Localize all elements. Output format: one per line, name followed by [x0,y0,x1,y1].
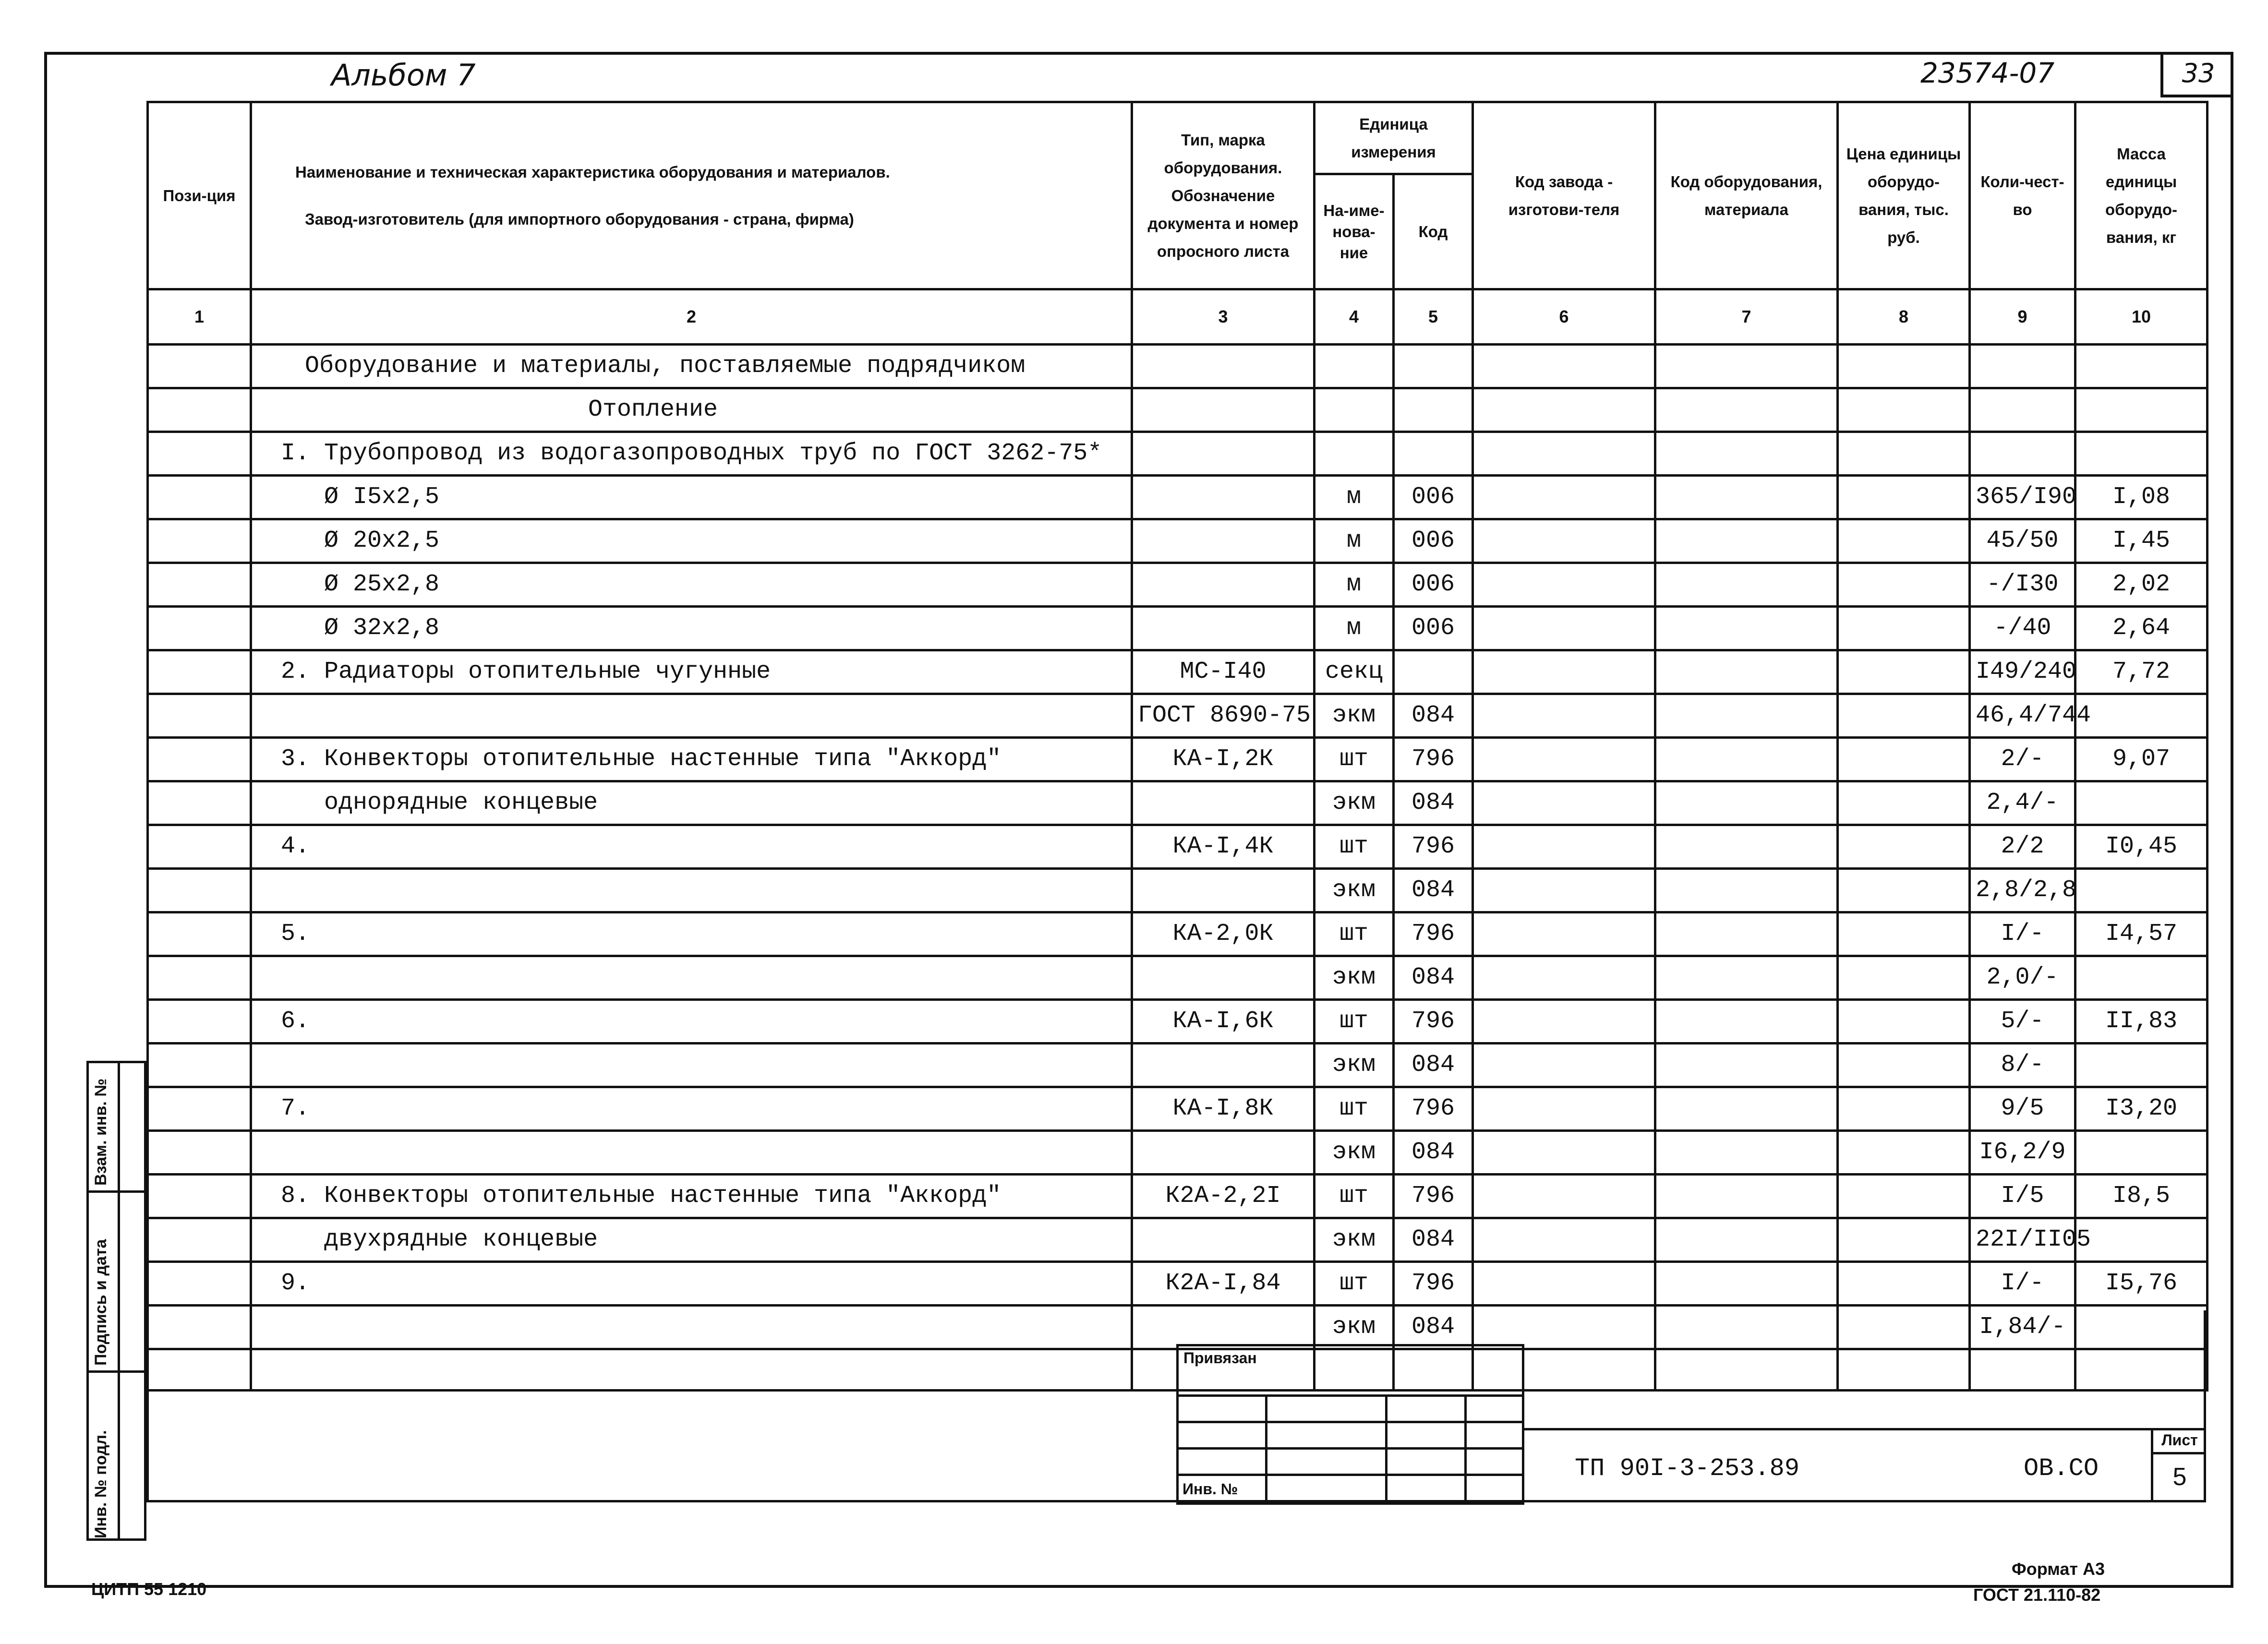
cell-unit: шт [1315,1262,1394,1306]
cell-quantity: -/I30 [1970,563,2075,607]
cell-factory-code [1473,869,1655,912]
cell-equipment-code [1655,563,1838,607]
cell-code [1394,345,1473,388]
cell-mass [2075,781,2208,825]
binding-stamp [1176,1344,1524,1505]
cell-price [1838,1175,1970,1218]
cell-mass [2075,1044,2208,1087]
cell-unit: экм [1315,1044,1394,1087]
cell-mass: I4,57 [2075,912,2208,956]
cell-unit: м [1315,476,1394,519]
cell-factory-code [1473,1262,1655,1306]
cell-unit: шт [1315,1087,1394,1131]
cell-factory-code [1473,694,1655,738]
cell-code [1394,650,1473,694]
cell-factory-code [1473,519,1655,563]
cell-equipment-code [1655,519,1838,563]
cell-equipment-code [1655,738,1838,781]
cell-quantity: I/- [1970,1262,2075,1306]
cell-equipment-code [1655,781,1838,825]
side-label-podpis: Подпись и дата [92,1239,110,1366]
footer-gost: ГОСТ 21.110-82 [1973,1585,2101,1605]
cell-name: Ø 20x2,5 [251,519,1132,563]
cell-mass: 2,02 [2075,563,2208,607]
binding-label: Привязан [1178,1345,1523,1396]
cell-price [1838,345,1970,388]
cell-position [148,1087,251,1131]
table-row [148,1262,2208,1306]
cell-factory-code [1473,1175,1655,1218]
cell-price [1838,388,1970,432]
cell-unit: экм [1315,1218,1394,1262]
cell-unit: экм [1315,781,1394,825]
column-number-7: 7 [1655,289,1838,345]
table-row [148,912,2208,956]
table-row [148,1131,2208,1175]
cell-name [251,956,1132,1000]
cell-factory-code [1473,607,1655,650]
cell-name: Отопление [251,388,1132,432]
album-title: Альбом 7 [331,58,476,93]
cell-unit: экм [1315,1306,1394,1349]
cell-price [1838,476,1970,519]
cell-quantity: I,84/- [1970,1306,2075,1349]
cell-equipment-code [1655,1131,1838,1175]
cell-mass [2075,1131,2208,1175]
cell-mass: II,83 [2075,1000,2208,1044]
cell-type: КА-I,6К [1132,1000,1315,1044]
cell-unit: шт [1315,912,1394,956]
cell-position [148,1044,251,1087]
column-number-6: 6 [1473,289,1655,345]
cell-name [251,1044,1132,1087]
column-number-1: 1 [148,289,251,345]
cell-code: 796 [1394,1175,1473,1218]
footer-format: Формат А3 [2012,1559,2105,1579]
cell-equipment-code [1655,388,1838,432]
cell-mass: 9,07 [2075,738,2208,781]
cell-quantity: 2,4/- [1970,781,2075,825]
cell-quantity: 22I/II05 [1970,1218,2075,1262]
col-name-header-line1: Наименование и техническая характеристика оборудования и материалов. [295,163,890,181]
cell-name [251,1131,1132,1175]
table-row [148,956,2208,1000]
cell-type: ГОСТ 8690-75 [1132,694,1315,738]
cell-unit: м [1315,519,1394,563]
cell-code [1394,388,1473,432]
col-type-header: Тип, марка оборудования. Обозначение документа и номер опросного листа [1132,102,1315,289]
table-row [148,1044,2208,1087]
cell-equipment-code [1655,869,1838,912]
cell-price [1838,869,1970,912]
cell-name: Ø 32x2,8 [251,607,1132,650]
cell-price [1838,650,1970,694]
cell-unit: секц [1315,650,1394,694]
table-row [148,1175,2208,1218]
col-unit-header: Единица измерения [1315,102,1473,174]
side-label-inv-podl: Инв. № подл. [92,1430,110,1538]
cell-code: 084 [1394,1306,1473,1349]
cell-price [1838,694,1970,738]
cell-price [1838,781,1970,825]
column-number-8: 8 [1838,289,1970,345]
cell-mass [2075,694,2208,738]
cell-position [148,912,251,956]
cell-position [148,1175,251,1218]
cell-position [148,432,251,476]
cell-price [1838,1000,1970,1044]
cell-quantity: 5/- [1970,1000,2075,1044]
cell-name: 7. [251,1087,1132,1131]
table-row [148,781,2208,825]
cell-name: 4. [251,825,1132,869]
cell-position [148,563,251,607]
col-quantity-header: Коли-чест-во [1970,102,2075,289]
col-name-header-line2: Завод-изготовитель (для импортного оборудования - страна, фирма) [305,210,854,228]
cell-code [1394,432,1473,476]
cell-mass: 2,64 [2075,607,2208,650]
cell-code: 084 [1394,781,1473,825]
cell-equipment-code [1655,1175,1838,1218]
cell-factory-code [1473,1087,1655,1131]
cell-price [1838,563,1970,607]
cell-type [1132,432,1315,476]
cell-code: 084 [1394,1218,1473,1262]
col-equipment-code-header: Код оборудования, материала [1655,102,1838,289]
cell-mass: I0,45 [2075,825,2208,869]
cell-code: 796 [1394,912,1473,956]
footer-left: ЦИТП 55 1210 [91,1579,207,1599]
cell-equipment-code [1655,1000,1838,1044]
cell-quantity: 365/I90 [1970,476,2075,519]
cell-position [148,869,251,912]
cell-code: 006 [1394,476,1473,519]
side-stamp [86,1061,146,1541]
cell-position [148,1131,251,1175]
column-number-3: 3 [1132,289,1315,345]
table-row [148,738,2208,781]
column-number-9: 9 [1970,289,2075,345]
cell-unit: экм [1315,694,1394,738]
cell-equipment-code [1655,694,1838,738]
page-number: 33 [2182,58,2215,88]
cell-position [148,956,251,1000]
table-row [148,650,2208,694]
cell-price [1838,519,1970,563]
cell-name: 2. Радиаторы отопительные чугунные [251,650,1132,694]
cell-price [1838,1262,1970,1306]
cell-name: 3. Конвекторы отопительные настенные типа "Аккорд" [251,738,1132,781]
cell-type [1132,956,1315,1000]
cell-position [148,607,251,650]
table-row [148,345,2208,388]
cell-position [148,825,251,869]
cell-unit: шт [1315,738,1394,781]
section-code: ОВ.СО [2024,1454,2099,1483]
col-unit-name-header: На-име-нова-ние [1315,174,1394,289]
cell-quantity: 2/- [1970,738,2075,781]
cell-factory-code [1473,781,1655,825]
table-row [148,694,2208,738]
cell-name: 8. Конвекторы отопительные настенные типа "Аккорд" [251,1175,1132,1218]
cell-position [148,476,251,519]
cell-unit: м [1315,563,1394,607]
cell-factory-code [1473,956,1655,1000]
specification-table [146,101,2208,1392]
cell-code: 796 [1394,825,1473,869]
table-row [148,869,2208,912]
sheet-number: 5 [2172,1463,2187,1491]
cell-price [1838,738,1970,781]
cell-equipment-code [1655,956,1838,1000]
cell-code: 006 [1394,519,1473,563]
sheet-label: Лист [2153,1428,2206,1454]
cell-type [1132,1044,1315,1087]
cell-type: КА-2,0К [1132,912,1315,956]
cell-unit: экм [1315,1131,1394,1175]
cell-factory-code [1473,345,1655,388]
cell-code: 796 [1394,1262,1473,1306]
cell-equipment-code [1655,825,1838,869]
cell-quantity: 46,4/744 [1970,694,2075,738]
cell-factory-code [1473,1000,1655,1044]
cell-quantity: I/- [1970,912,2075,956]
cell-quantity: I6,2/9 [1970,1131,2075,1175]
cell-position [148,694,251,738]
cell-name: двухрядные концевые [251,1218,1132,1262]
specification-body [148,345,2208,1391]
cell-mass: I3,20 [2075,1087,2208,1131]
cell-unit: шт [1315,825,1394,869]
cell-position [148,1218,251,1262]
column-number-4: 4 [1315,289,1394,345]
table-row [148,388,2208,432]
cell-name: 6. [251,1000,1132,1044]
cell-name: однорядные концевые [251,781,1132,825]
cell-code: 084 [1394,1131,1473,1175]
title-block-line [1522,1428,2206,1430]
cell-quantity: 2/2 [1970,825,2075,869]
cell-quantity: 45/50 [1970,519,2075,563]
cell-type: К2А-I,84 [1132,1262,1315,1306]
cell-mass [2075,432,2208,476]
cell-price [1838,956,1970,1000]
cell-name: I. Трубопровод из водогазопроводных труб по ГОСТ 3262-75* [251,432,1132,476]
table-row [148,825,2208,869]
cell-factory-code [1473,825,1655,869]
cell-factory-code [1473,476,1655,519]
cell-mass [2075,1218,2208,1262]
cell-price [1838,1087,1970,1131]
cell-quantity: 2,8/2,8 [1970,869,2075,912]
cell-factory-code [1473,388,1655,432]
cell-code: 084 [1394,1044,1473,1087]
cell-quantity: I49/240 [1970,650,2075,694]
side-label-vzam: Взам. инв. № [92,1078,110,1186]
cell-quantity: 8/- [1970,1044,2075,1087]
column-number-2: 2 [251,289,1132,345]
cell-unit [1315,345,1394,388]
cell-code: 796 [1394,738,1473,781]
cell-position [148,738,251,781]
cell-type [1132,519,1315,563]
cell-equipment-code [1655,476,1838,519]
column-number-5: 5 [1394,289,1473,345]
cell-mass: I,45 [2075,519,2208,563]
table-row [148,607,2208,650]
cell-mass [2075,388,2208,432]
page-number-box [2160,52,2233,97]
cell-quantity: 9/5 [1970,1087,2075,1131]
cell-position [148,388,251,432]
cell-unit: шт [1315,1175,1394,1218]
cell-unit: экм [1315,869,1394,912]
cell-code: 796 [1394,1000,1473,1044]
table-row [148,563,2208,607]
cell-mass [2075,869,2208,912]
cell-equipment-code [1655,607,1838,650]
cell-name: Ø 25x2,8 [251,563,1132,607]
cell-name: Оборудование и материалы, поставляемые подрядчиком [251,345,1132,388]
cell-code: 084 [1394,694,1473,738]
col-factory-code-header: Код завода - изготови-теля [1473,102,1655,289]
cell-price [1838,607,1970,650]
cell-quantity [1970,388,2075,432]
cell-name [251,869,1132,912]
cell-mass: I,08 [2075,476,2208,519]
cell-price [1838,1131,1970,1175]
cell-mass: I8,5 [2075,1175,2208,1218]
cell-factory-code [1473,563,1655,607]
cell-mass: 7,72 [2075,650,2208,694]
col-mass-header: Масса единицы оборудо-вания, кг [2075,102,2208,289]
cell-factory-code [1473,1131,1655,1175]
cell-price [1838,912,1970,956]
table-row [148,432,2208,476]
cell-position [148,345,251,388]
cell-equipment-code [1655,1087,1838,1131]
cell-equipment-code [1655,1218,1838,1262]
cell-unit: м [1315,607,1394,650]
cell-equipment-code [1655,1044,1838,1087]
col-position-header: Пози-ция [148,102,251,289]
cell-type: КА-I,4К [1132,825,1315,869]
col-name-header [251,102,1132,289]
cell-quantity: 2,0/- [1970,956,2075,1000]
cell-code: 006 [1394,563,1473,607]
cell-type [1132,476,1315,519]
cell-unit [1315,432,1394,476]
cell-type [1132,781,1315,825]
cell-price [1838,432,1970,476]
cell-mass [2075,345,2208,388]
cell-type [1132,607,1315,650]
cell-name: 5. [251,912,1132,956]
column-number-10: 10 [2075,289,2208,345]
cell-position [148,650,251,694]
inv-no-label: Инв. № [1178,1475,1267,1504]
cell-type: МС-I40 [1132,650,1315,694]
cell-type [1132,1131,1315,1175]
cell-type: К2А-2,2I [1132,1175,1315,1218]
cell-equipment-code [1655,912,1838,956]
cell-position [148,781,251,825]
cell-position [148,1262,251,1306]
col-price-header: Цена единицы оборудо-вания, тыс. руб. [1838,102,1970,289]
cell-type [1132,869,1315,912]
cell-code: 006 [1394,607,1473,650]
cell-quantity: -/40 [1970,607,2075,650]
table-row [148,519,2208,563]
doc-code: ТП 90I-3-253.89 [1575,1454,1800,1483]
cell-code: 084 [1394,869,1473,912]
cell-type: КА-I,8К [1132,1087,1315,1131]
cell-equipment-code [1655,1262,1838,1306]
cell-factory-code [1473,650,1655,694]
cell-code: 796 [1394,1087,1473,1131]
cell-quantity: I/5 [1970,1175,2075,1218]
col-unit-code-header: Код [1394,174,1473,289]
cell-unit [1315,388,1394,432]
cell-price [1838,825,1970,869]
table-row [148,1087,2208,1131]
column-numbers-row [148,289,2208,345]
cell-quantity [1970,345,2075,388]
cell-name: Ø I5x2,5 [251,476,1132,519]
cell-type [1132,388,1315,432]
cell-unit: шт [1315,1000,1394,1044]
cell-price [1838,1218,1970,1262]
cell-factory-code [1473,1044,1655,1087]
cell-mass: I5,76 [2075,1262,2208,1306]
table-row [148,1218,2208,1262]
cell-type [1132,563,1315,607]
doc-number: 23574-07 [1920,57,2055,89]
cell-position [148,1000,251,1044]
cell-name [251,694,1132,738]
cell-type [1132,1218,1315,1262]
cell-type [1132,345,1315,388]
cell-quantity [1970,432,2075,476]
cell-equipment-code [1655,432,1838,476]
cell-factory-code [1473,738,1655,781]
cell-mass [2075,956,2208,1000]
cell-price [1838,1044,1970,1087]
cell-factory-code [1473,432,1655,476]
table-row [148,1000,2208,1044]
cell-factory-code [1473,912,1655,956]
table-row [148,476,2208,519]
cell-equipment-code [1655,345,1838,388]
cell-equipment-code [1655,650,1838,694]
cell-position [148,519,251,563]
cell-factory-code [1473,1218,1655,1262]
cell-type: КА-I,2К [1132,738,1315,781]
sheet-box [2151,1428,2206,1502]
cell-code: 084 [1394,956,1473,1000]
cell-name: 9. [251,1262,1132,1306]
cell-unit: экм [1315,956,1394,1000]
